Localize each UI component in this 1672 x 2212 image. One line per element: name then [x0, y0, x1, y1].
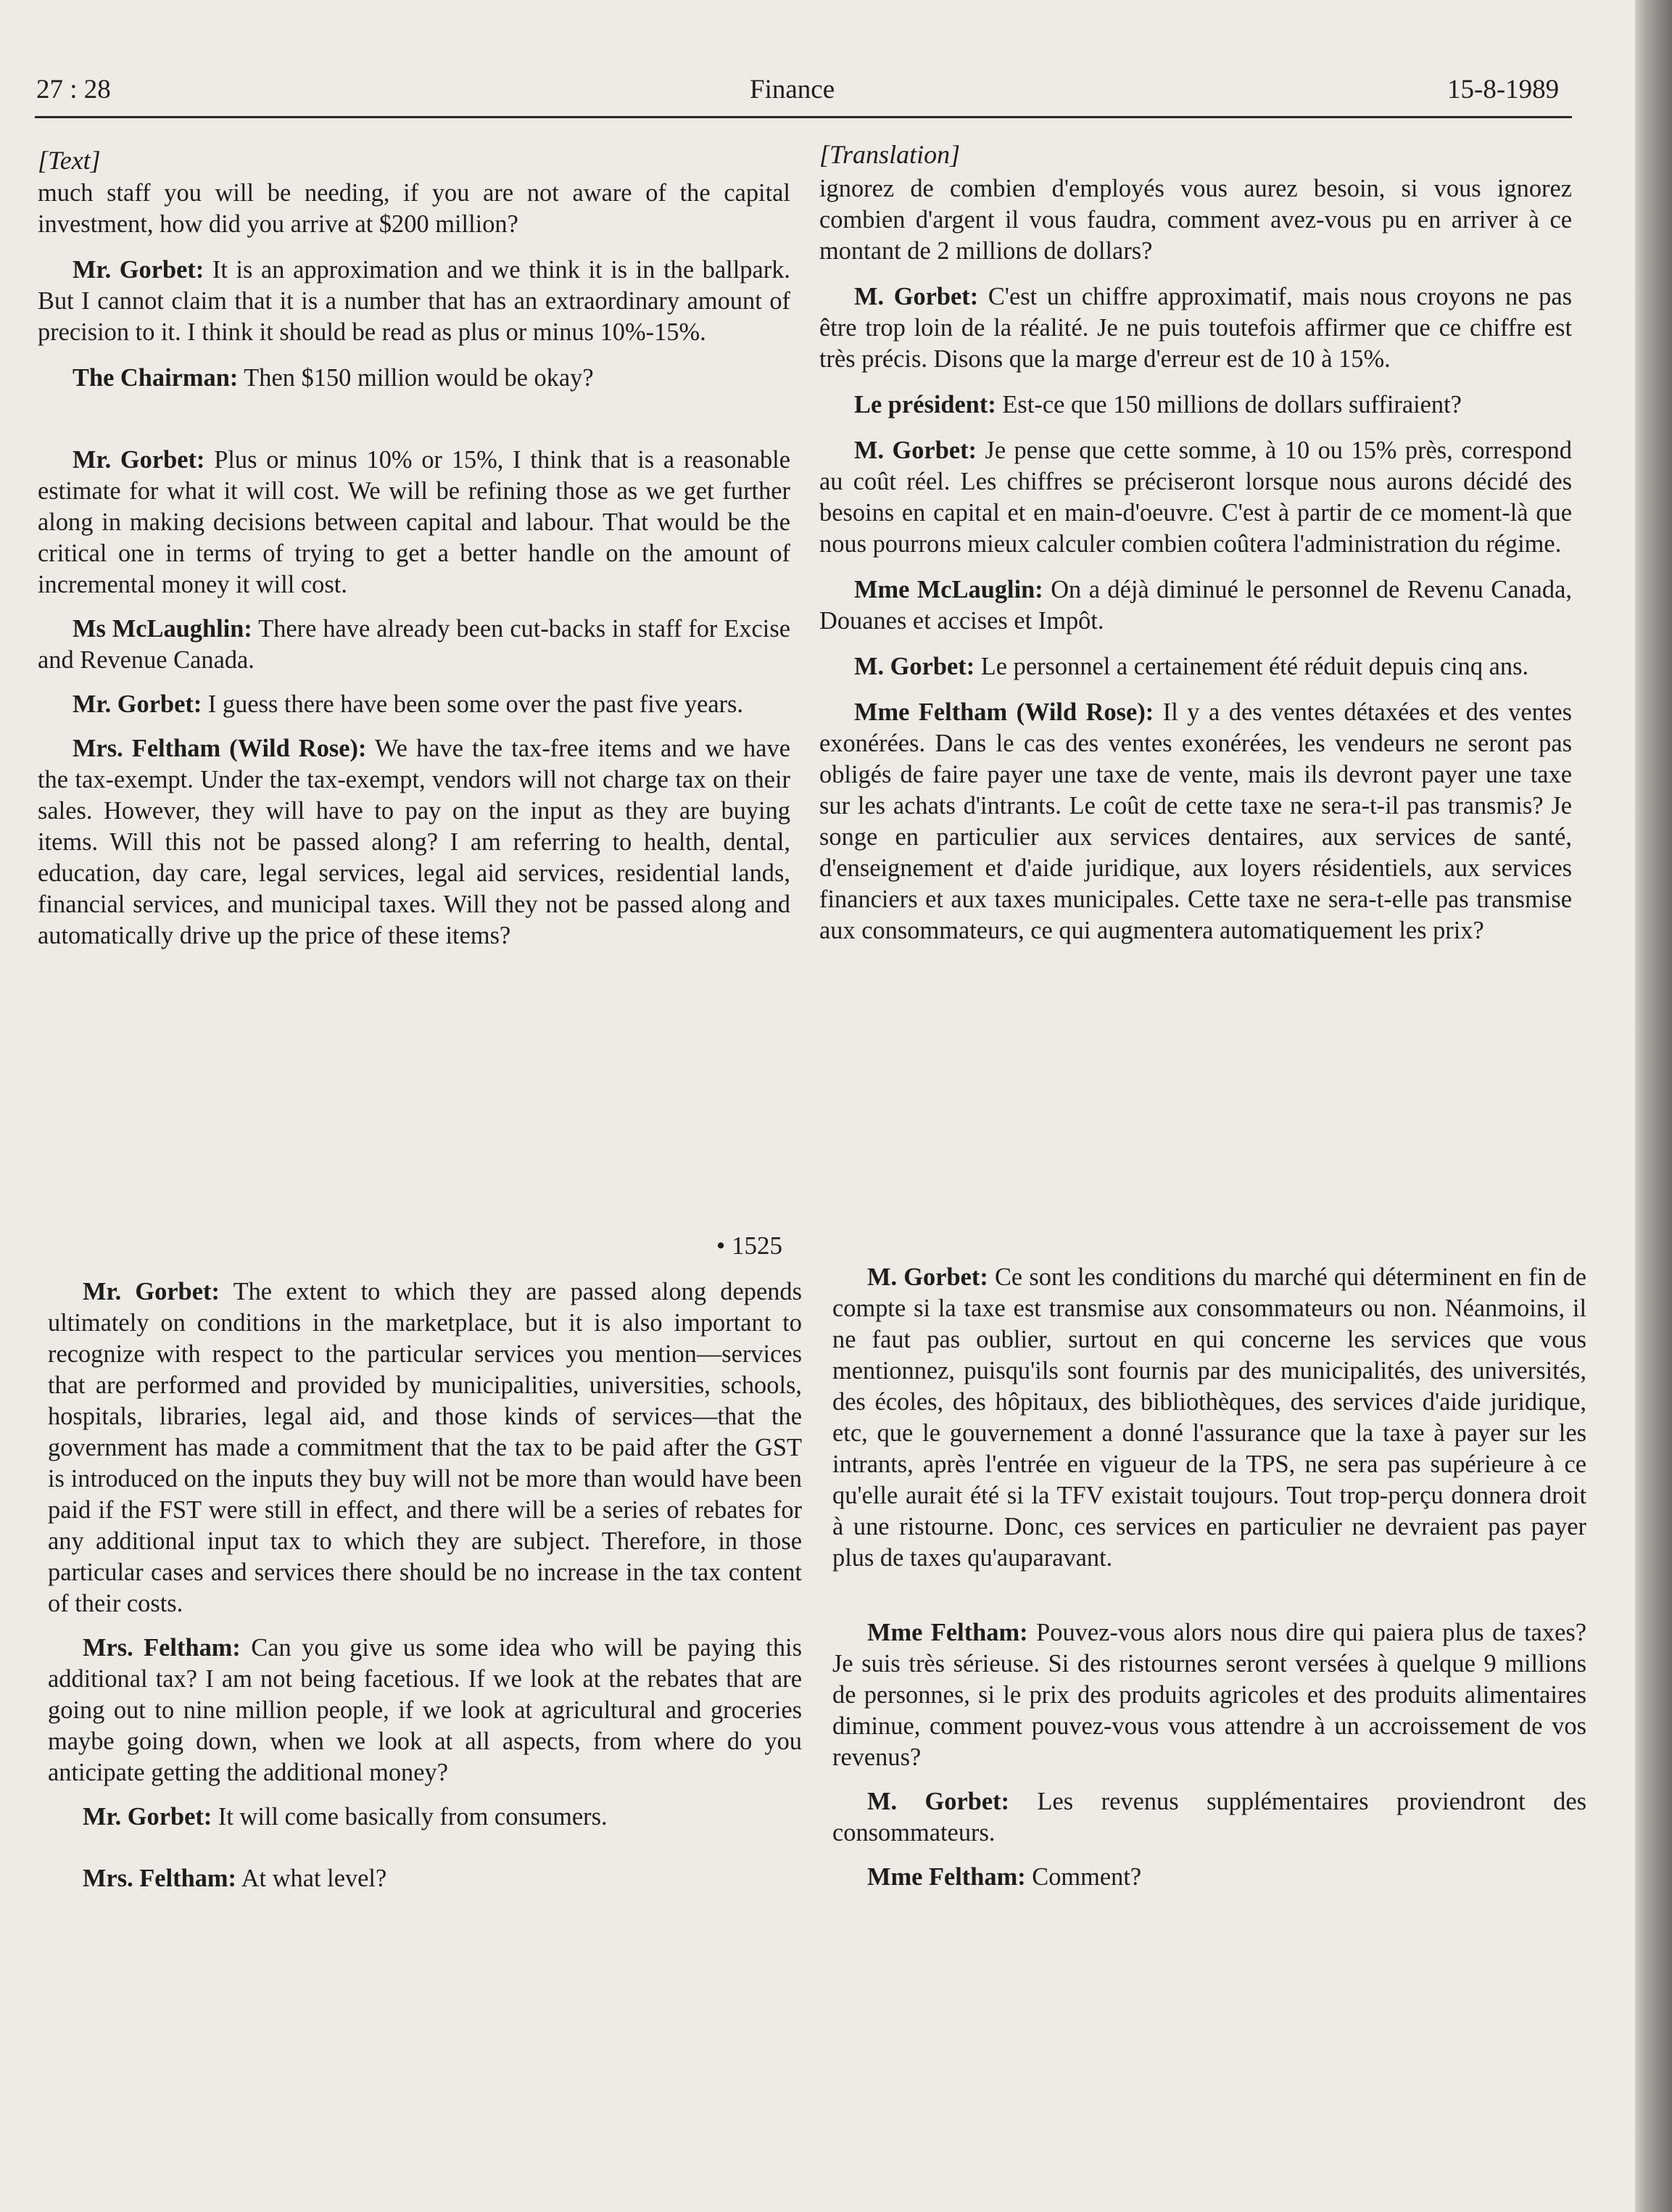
- transcript-paragraph: Mrs. Feltham: At what level?: [83, 1865, 387, 1892]
- transcript-paragraph: Mr. Gorbet: The extent to which they are passed along depends ultimately on conditions in the marketplace, but it is also important to recognize with respect to the particular services you mention—services that are performed and provided by municipalities, universities, schools, hospitals, libraries, legal aid, and those kinds of services—that the government has made a commitment that the tax to be paid after the GST is introduced on the inputs they buy will not be more than would have been paid if the FST were still in effect, and there will be a series of rebates for any additional input tax to which they are subject. Therefore, in those particular cases and services there should be no increase in the tax content of their costs.: [48, 1278, 802, 1617]
- transcript-paragraph: Mme Feltham: Comment?: [867, 1863, 1142, 1891]
- transcript-paragraph: The Chairman: Then $150 million would be okay?: [73, 364, 594, 392]
- transcript-paragraph: M. Gorbet: C'est un chiffre approximatif, mais nous croyons ne pas être trop loin de la réalité. Je ne puis toutefois affirmer que ce chiffre est très précis. Disons que la marge d'erreur est de 10 à 15%.: [819, 283, 1572, 373]
- transcript-paragraph: Le président: Est-ce que 150 millions de dollars suffiraient?: [854, 391, 1462, 418]
- transcript-paragraph: Mr. Gorbet: I guess there have been some over the past five years.: [73, 690, 744, 718]
- transcript-paragraph: Mr. Gorbet: It will come basically from consumers.: [83, 1803, 608, 1831]
- transcript-paragraph: Mrs. Feltham (Wild Rose): We have the tax-free items and we have the tax-exempt. Under the tax-exempt, vendors will not charge tax on their sales. However, they will have to pay on the input as they are buying items. Will this not be passed along? I am referring to health, dental, education, day care, legal services, legal aid services, residential lands, financial services, and municipal taxes. Will they not be passed along and automatically drive up the price of these items?: [38, 735, 790, 949]
- transcript-paragraph: M. Gorbet: Les revenus supplémentaires proviendront des consommateurs.: [832, 1788, 1586, 1846]
- french-column-continued: [832, 1262, 1586, 1904]
- english-column-continued: [48, 1276, 802, 1906]
- transcript-paragraph: Ms McLaughlin: There have already been cut-backs in staff for Excise and Revenue Canada.: [38, 615, 791, 674]
- page-date: 15-8-1989: [1447, 75, 1560, 104]
- transcript-paragraph: M. Gorbet: Je pense que cette somme, à 10 ou 15% près, correspond au coût réel. Les chiffres se préciseront lorsque nous aurons décidé des besoins en capital et en main-d'oeuvre. C'est à partir de ce moment-là que nous pourrons mieux calculer combien coûtera l'administration du régime.: [819, 437, 1572, 558]
- transcript-paragraph: Mr. Gorbet: Plus or minus 10% or 15%, I think that is a reasonable estimate for what it will cost. We will be refining those as we get further along in making decisions between capital and labour. That would be the critical one in terms of trying to get a better handle on the amount of incremental money it will cost.: [38, 446, 790, 598]
- french-column: [819, 141, 1572, 958]
- transcript-paragraph: ignorez de combien d'employés vous aurez besoin, si vous ignorez combien d'argent il vous faudra, comment avez-vous pu en arriver à ce montant de 2 millions de dollars?: [819, 175, 1572, 265]
- time-marker: • 1525: [716, 1231, 783, 1260]
- transcript-paragraph: Mme McLauglin: On a déjà diminué le personnel de Revenu Canada, Douanes et accises et Impôt.: [819, 576, 1572, 635]
- transcript-paragraph: M. Gorbet: Le personnel a certainement été réduit depuis cinq ans.: [854, 653, 1529, 680]
- english-column: [38, 147, 790, 963]
- page-number: 27 : 28: [36, 75, 111, 104]
- running-title: Finance: [750, 75, 835, 104]
- transcript-paragraph: M. Gorbet: Ce sont les conditions du marché qui déterminent en fin de compte si la taxe est transmise aux consommateurs ou non. Néanmoins, il ne faut pas oublier, surtout en qui concerne les services que vous mentionnez, puisqu'ils sont fournis par des municipalités, des universités, des écoles, des hôpitaux, des bibliothèques, des services d'aide juridique, etc, que le gouvernement a donné l'assurance que la taxe à payer sur les intrants, après l'entrée en vigueur de la TPS, ne sera pas supérieure à ce qu'elle aurait été si la TFV existait toujours. Tout trop-perçu donnera droit à une ristourne. Donc, ces services en particulier ne devraient pas payer plus de taxes qu'auparavant.: [832, 1263, 1586, 1572]
- header-rule: [35, 116, 1572, 118]
- text-marker: [Text]: [38, 146, 101, 175]
- transcript-paragraph: Mr. Gorbet: It is an approximation and we think it is in the ballpark. But I cannot claim that it is a number that has an extraordinary amount of precision to it. I think it should be read as plus or minus 10%-15%.: [38, 256, 790, 346]
- transcript-paragraph: much staff you will be needing, if you are not aware of the capital investment, how did you arrive at $200 million?: [38, 179, 790, 238]
- transcript-paragraph: Mme Feltham (Wild Rose): Il y a des ventes détaxées et des ventes exonérées. Dans le cas des ventes exonérées, les vendeurs ne seront pas obligés de faire payer une taxe de vente, mais ils devront payer une taxe sur les achats d'intrants. Le coût de cette taxe ne sera-t-il pas transmis? Je songe en particulier aux services dentaires, aux services de santé, d'enseignement et d'aide juridique, aux loyers résidentiels, aux services financiers et aux taxes municipales. Cette taxe ne sera-t-elle pas transmise aux consommateurs, ce qui augmentera automatiquement les prix?: [819, 698, 1572, 944]
- transcript-paragraph: Mme Feltham: Pouvez-vous alors nous dire qui paiera plus de taxes? Je suis très sérieuse. Si des ristournes seront versées à quelque 9 millions de personnes, si le prix des produits agricoles et des produits alimentaires diminue, comment pouvez-vous vous attendre à un accroissement de vos revenus?: [832, 1619, 1587, 1771]
- transcript-paragraph: Mrs. Feltham: Can you give us some idea who will be paying this additional tax? I am not being facetious. If we look at the rebates that are going out to nine million people, if we look at agricultural and groceries maybe going down, when we look at all aspects, from where do you anticipate getting the additional money?: [48, 1634, 802, 1786]
- translation-marker: [Translation]: [819, 140, 961, 169]
- page-edge-shadow: [1635, 0, 1672, 2212]
